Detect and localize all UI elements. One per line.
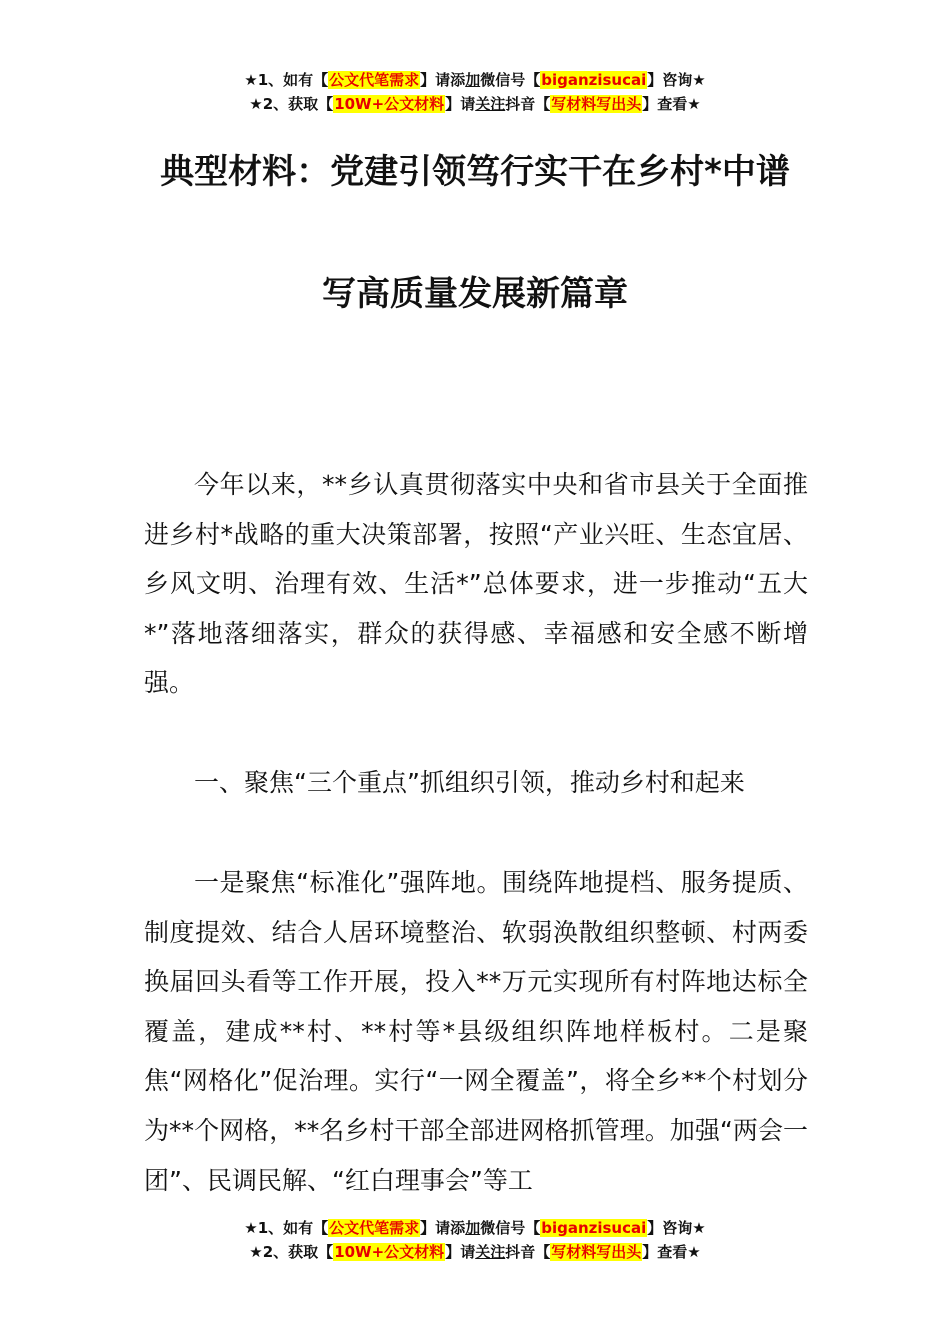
banner-emphasis: 加 xyxy=(465,71,481,89)
banner-text: 】请 xyxy=(445,95,476,113)
banner-highlight: 写材料写出头 xyxy=(551,1243,642,1261)
banner-highlight: 写材料写出头 xyxy=(551,95,642,113)
banner-line-2 xyxy=(0,92,950,116)
banner-text: 微信号【 xyxy=(480,1219,541,1237)
banner-line-1 xyxy=(0,1216,950,1240)
document-title-line-2: 写高质量发展新篇章 xyxy=(322,274,628,314)
banner-text: 】请添 xyxy=(420,1219,466,1237)
banner-text: ★2、获取【 xyxy=(249,95,334,113)
banner-text: 抖音【 xyxy=(505,95,551,113)
document-title-line-1: 典型材料：党建引领笃行实干在乡村*中谱 xyxy=(160,152,790,192)
footer-banner xyxy=(0,1216,950,1264)
banner-text: ★1、如有【 xyxy=(244,1219,329,1237)
banner-highlight: 公文代笔需求 xyxy=(329,71,420,89)
paragraph-intro xyxy=(144,460,808,708)
section-heading-1 xyxy=(144,758,808,808)
paragraph-text: 今年以来，**乡认真贯彻落实中央和省市县关于全面推进乡村*战略的重大决策部署，按照“产业兴旺、生态宜居、乡风文明、治理有效、生活*”总体要求，进一步推动“五大*”落地落细落实，群众的获得感、幸福感和安全感不断增强。 xyxy=(144,470,808,698)
banner-highlight: biganzisucai xyxy=(541,1219,647,1237)
paragraph-text: 一是聚焦“标准化”强阵地。围绕阵地提档、服务提质、制度提效、结合人居环境整治、软弱涣散组织整顿、村两委换届回头看等工作开展，投入**万元实现所有村阵地达标全覆盖，建成**村、**村等*县级组织阵地样板村。二是聚焦“网格化”促治理。实行“一网全覆盖”，将全乡**个村划分为**个网格，**名乡村干部全部进网格抓管理。加强“两会一团”、民调民解、“红白理事会”等工 xyxy=(144,868,808,1195)
banner-highlight: 10W+公文材料 xyxy=(334,95,445,113)
banner-highlight: biganzisucai xyxy=(541,71,647,89)
banner-highlight: 公文代笔需求 xyxy=(329,1219,420,1237)
banner-text: ★1、如有【 xyxy=(244,71,329,89)
banner-text: ★2、获取【 xyxy=(249,1243,334,1261)
banner-text: 】请添 xyxy=(420,71,466,89)
banner-emphasis: 加 xyxy=(465,1219,481,1237)
section-heading-text: 一、聚焦“三个重点”抓组织引领，推动乡村和起来 xyxy=(194,768,745,797)
banner-highlight: 10W+公文材料 xyxy=(334,1243,445,1261)
banner-line-1 xyxy=(0,68,950,92)
banner-text: 】查看★ xyxy=(642,1243,701,1261)
banner-text: 微信号【 xyxy=(480,71,541,89)
banner-text: 】查看★ xyxy=(642,95,701,113)
banner-text: 】请 xyxy=(445,1243,476,1261)
header-banner xyxy=(0,68,950,116)
banner-line-2 xyxy=(0,1240,950,1264)
paragraph-section-1 xyxy=(144,858,808,1205)
banner-text: 抖音【 xyxy=(505,1243,551,1261)
banner-text: 】咨询★ xyxy=(647,71,706,89)
banner-emphasis: 关注 xyxy=(475,95,506,113)
banner-text: 】咨询★ xyxy=(647,1219,706,1237)
banner-emphasis: 关注 xyxy=(475,1243,506,1261)
